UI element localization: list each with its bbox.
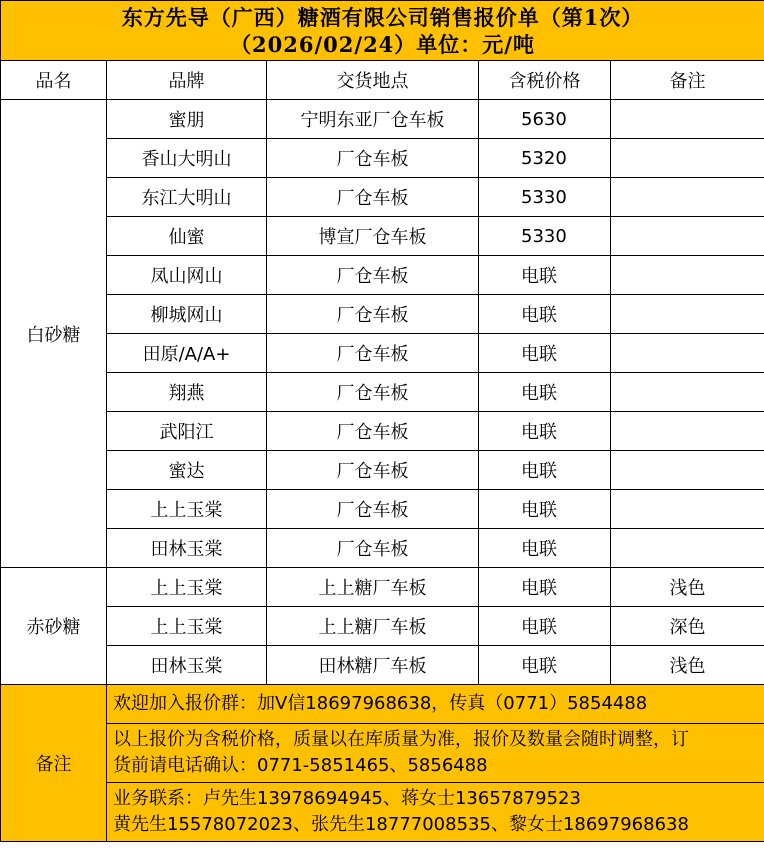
delivery-cell: 田林糖厂车板 [267, 646, 479, 685]
remark-cell [611, 100, 764, 139]
title-line-2: （2026/02/24）单位：元/吨 [230, 31, 535, 57]
price-cell: 电联 [479, 568, 611, 607]
table-header-row [1, 61, 764, 100]
header-price: 含税价格 [479, 61, 611, 100]
price-cell: 电联 [479, 451, 611, 490]
table-row [1, 412, 764, 451]
price-cell: 5330 [479, 217, 611, 256]
table-row [1, 451, 764, 490]
delivery-cell: 宁明东亚厂仓车板 [267, 100, 479, 139]
brand-cell: 仙蜜 [107, 217, 267, 256]
delivery-cell: 厂仓车板 [267, 139, 479, 178]
delivery-cell: 厂仓车板 [267, 490, 479, 529]
notes-terms-line-1: 以上报价为含税价格，质量以在库质量为准，报价及数量会随时调整，订 [113, 729, 689, 750]
price-cell: 电联 [479, 607, 611, 646]
notes-contacts-line-2: 黄先生15578072023、张先生18777008535、黎女士18697968638 [113, 814, 689, 835]
table-row [1, 646, 764, 685]
table-row [1, 217, 764, 256]
notes-terms [107, 724, 764, 783]
price-cell: 电联 [479, 412, 611, 451]
delivery-cell: 厂仓车板 [267, 529, 479, 568]
table-row [1, 256, 764, 295]
price-cell: 5630 [479, 100, 611, 139]
remark-cell [611, 217, 764, 256]
remark-cell [611, 490, 764, 529]
delivery-cell: 博宣厂仓车板 [267, 217, 479, 256]
delivery-cell: 厂仓车板 [267, 334, 479, 373]
price-cell: 5330 [479, 178, 611, 217]
delivery-cell: 上上糖厂车板 [267, 568, 479, 607]
notes-contacts [107, 783, 764, 842]
brand-cell: 武阳江 [107, 412, 267, 451]
brand-cell: 田原/A/A+ [107, 334, 267, 373]
price-cell: 电联 [479, 373, 611, 412]
notes-contacts-line-1: 业务联系：卢先生13978694945、蒋女士13657879523 [113, 788, 581, 809]
header-remark: 备注 [611, 61, 764, 100]
remark-cell [611, 256, 764, 295]
table-row [1, 334, 764, 373]
delivery-cell: 厂仓车板 [267, 295, 479, 334]
brand-cell: 田林玉棠 [107, 529, 267, 568]
brand-cell: 凤山网山 [107, 256, 267, 295]
header-name: 品名 [1, 61, 107, 100]
brand-cell: 上上玉棠 [107, 607, 267, 646]
price-cell: 电联 [479, 529, 611, 568]
category-white-sugar: 白砂糖 [1, 100, 107, 568]
price-cell: 电联 [479, 256, 611, 295]
brand-cell: 蜜朋 [107, 100, 267, 139]
brand-cell: 翔燕 [107, 373, 267, 412]
remark-cell [611, 139, 764, 178]
remark-cell [611, 295, 764, 334]
remark-cell: 深色 [611, 607, 764, 646]
brand-cell: 蜜达 [107, 451, 267, 490]
remark-cell [611, 178, 764, 217]
table-row [1, 178, 764, 217]
remark-cell: 浅色 [611, 646, 764, 685]
brand-cell: 上上玉棠 [107, 568, 267, 607]
table-row [1, 490, 764, 529]
remark-cell [611, 412, 764, 451]
notes-label: 备注 [1, 685, 107, 842]
remark-cell: 浅色 [611, 568, 764, 607]
price-cell: 电联 [479, 490, 611, 529]
table-row [1, 568, 764, 607]
notes-group-info: 欢迎加入报价群：加V信18697968638，传真（0771）5854488 [107, 685, 764, 724]
brand-cell: 田林玉棠 [107, 646, 267, 685]
brand-cell: 柳城网山 [107, 295, 267, 334]
header-brand: 品牌 [107, 61, 267, 100]
price-cell: 电联 [479, 646, 611, 685]
table-row [1, 529, 764, 568]
price-cell: 电联 [479, 334, 611, 373]
table-row [1, 100, 764, 139]
delivery-cell: 厂仓车板 [267, 178, 479, 217]
table-row [1, 373, 764, 412]
brand-cell: 上上玉棠 [107, 490, 267, 529]
notes-terms-line-2: 货前请电话确认：0771-5851465、5856488 [113, 755, 488, 776]
price-cell: 电联 [479, 295, 611, 334]
header-delivery: 交货地点 [267, 61, 479, 100]
delivery-cell: 厂仓车板 [267, 256, 479, 295]
delivery-cell: 厂仓车板 [267, 373, 479, 412]
brand-cell: 香山大明山 [107, 139, 267, 178]
table-row [1, 295, 764, 334]
remark-cell [611, 451, 764, 490]
remark-cell [611, 334, 764, 373]
remark-cell [611, 373, 764, 412]
document-title [1, 1, 764, 61]
price-cell: 5320 [479, 139, 611, 178]
category-red-sugar: 赤砂糖 [1, 568, 107, 685]
title-line-1: 东方先导（广西）糖酒有限公司销售报价单（第1次） [121, 4, 644, 30]
table-row [1, 139, 764, 178]
delivery-cell: 厂仓车板 [267, 451, 479, 490]
brand-cell: 东江大明山 [107, 178, 267, 217]
remark-cell [611, 529, 764, 568]
delivery-cell: 厂仓车板 [267, 412, 479, 451]
delivery-cell: 上上糖厂车板 [267, 607, 479, 646]
table-row [1, 607, 764, 646]
